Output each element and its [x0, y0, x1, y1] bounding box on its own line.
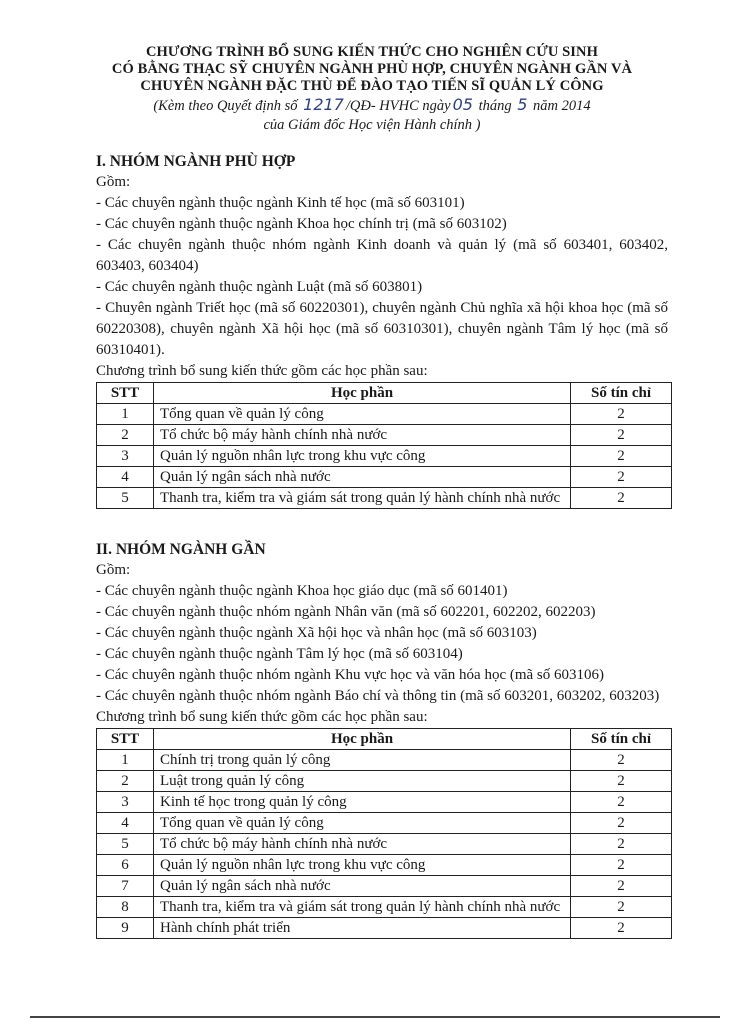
cell-name: Quản lý ngân sách nhà nước [154, 467, 571, 488]
cell-stt: 2 [97, 425, 154, 446]
list-item: - Các chuyên ngành thuộc ngành Khoa học chính trị (mã số 603102) [96, 216, 507, 232]
table-row [97, 918, 672, 939]
course-table [96, 382, 672, 509]
header-stt: STT [97, 383, 154, 404]
decision-prefix: (Kèm theo Quyết định số [153, 98, 298, 114]
cell-stt: 7 [97, 876, 154, 897]
section-gan [96, 540, 668, 939]
cell-credits: 2 [571, 425, 672, 446]
cell-credits: 2 [571, 467, 672, 488]
cell-name: Tổng quan về quản lý công [154, 813, 571, 834]
cell-name: Quản lý nguồn nhân lực trong khu vực công [154, 855, 571, 876]
cell-credits: 2 [571, 897, 672, 918]
section-intro: Chương trình bổ sung kiến thức gồm các học phần sau: [96, 709, 428, 725]
cell-name: Tổ chức bộ máy hành chính nhà nước [154, 834, 571, 855]
cell-name: Hành chính phát triển [154, 918, 571, 939]
title-line-1: CHƯƠNG TRÌNH BỔ SUNG KIẾN THỨC CHO NGHIÊN CỨU SINH [145, 44, 598, 60]
table-row [97, 425, 672, 446]
document-header [60, 44, 684, 135]
decision-line-2: của Giám đốc Học viện Hành chính ) [263, 117, 481, 133]
table-row [97, 404, 672, 425]
list-item: - Các chuyên ngành thuộc nhóm ngành Kinh doanh và quản lý (mã số 603401, 603402, 603403, 603404) [96, 237, 668, 274]
cell-stt: 4 [97, 467, 154, 488]
cell-credits: 2 [571, 488, 672, 509]
course-table [96, 728, 672, 939]
cell-stt: 1 [97, 750, 154, 771]
table-row [97, 467, 672, 488]
decision-year: năm 2014 [533, 98, 591, 114]
cell-stt: 8 [97, 897, 154, 918]
title-line-2: CÓ BẰNG THẠC SỸ CHUYÊN NGÀNH PHÙ HỢP, CHUYÊN NGÀNH GẦN VÀ [111, 61, 633, 77]
decision-month-label: tháng [478, 98, 512, 114]
cell-name: Chính trị trong quản lý công [154, 750, 571, 771]
cell-credits: 2 [571, 834, 672, 855]
cell-credits: 2 [571, 446, 672, 467]
list-item: - Các chuyên ngành thuộc ngành Khoa học giáo dục (mã số 601401) [96, 583, 508, 599]
cell-credits: 2 [571, 404, 672, 425]
section-heading: II. NHÓM NGÀNH GẦN [96, 541, 266, 558]
cell-name: Thanh tra, kiểm tra và giám sát trong quản lý hành chính nhà nước [154, 488, 571, 509]
list-item: - Các chuyên ngành thuộc nhóm ngành Khu vực học và văn hóa học (mã số 603106) [96, 667, 605, 683]
list-item: - Các chuyên ngành thuộc nhóm ngành Nhân văn (mã số 602201, 602202, 602203) [96, 604, 596, 620]
table-row [97, 446, 672, 467]
decision-mid: /QĐ- HVHC ngày [345, 98, 451, 114]
section-phu-hop [96, 152, 668, 509]
table-row [97, 750, 672, 771]
cell-name: Tổng quan về quản lý công [154, 404, 571, 425]
cell-credits: 2 [571, 750, 672, 771]
table-header-row [97, 729, 672, 750]
cell-name: Quản lý ngân sách nhà nước [154, 876, 571, 897]
decision-line [60, 95, 684, 116]
cell-stt: 6 [97, 855, 154, 876]
section-intro: Chương trình bổ sung kiến thức gồm các học phần sau: [96, 363, 428, 379]
cell-name: Tổ chức bộ máy hành chính nhà nước [154, 425, 571, 446]
table-row [97, 488, 672, 509]
title-line-3: CHUYÊN NGÀNH ĐẶC THÙ ĐỂ ĐÀO TẠO TIẾN SĨ QUẢN LÝ CÔNG [140, 78, 604, 94]
table-row [97, 876, 672, 897]
section-gom: Gồm: [96, 562, 131, 578]
cell-credits: 2 [571, 855, 672, 876]
cell-credits: 2 [571, 792, 672, 813]
list-item: - Các chuyên ngành thuộc nhóm ngành Báo chí và thông tin (mã số 603201, 603202, 603203) [96, 688, 660, 704]
decision-month: 5 [517, 95, 528, 114]
table-row [97, 834, 672, 855]
table-row [97, 813, 672, 834]
header-hoc-phan: Học phần [154, 729, 571, 750]
table-row [97, 897, 672, 918]
cell-stt: 2 [97, 771, 154, 792]
header-tin-chi: Số tín chỉ [571, 383, 672, 404]
cell-stt: 1 [97, 404, 154, 425]
cell-stt: 9 [97, 918, 154, 939]
header-hoc-phan: Học phần [154, 383, 571, 404]
cell-name: Kinh tế học trong quản lý công [154, 792, 571, 813]
list-item: - Các chuyên ngành thuộc ngành Luật (mã số 603801) [96, 279, 423, 295]
cell-stt: 3 [97, 792, 154, 813]
cell-stt: 5 [97, 488, 154, 509]
table-row [97, 771, 672, 792]
decision-number: 1217 [303, 95, 344, 114]
cell-stt: 4 [97, 813, 154, 834]
cell-stt: 5 [97, 834, 154, 855]
section-heading: I. NHÓM NGÀNH PHÙ HỢP [96, 153, 296, 170]
cell-credits: 2 [571, 771, 672, 792]
cell-credits: 2 [571, 876, 672, 897]
cell-name: Quản lý nguồn nhân lực trong khu vực công [154, 446, 571, 467]
cell-credits: 2 [571, 813, 672, 834]
header-tin-chi: Số tín chỉ [571, 729, 672, 750]
cell-stt: 3 [97, 446, 154, 467]
decision-day: 05 [452, 95, 473, 114]
list-item: - Các chuyên ngành thuộc ngành Kinh tế học (mã số 603101) [96, 195, 465, 211]
cell-name: Thanh tra, kiểm tra và giám sát trong quản lý hành chính nhà nước [154, 897, 571, 918]
table-header-row [97, 383, 672, 404]
cell-name: Luật trong quản lý công [154, 771, 571, 792]
cell-credits: 2 [571, 918, 672, 939]
table-row [97, 792, 672, 813]
list-item: - Chuyên ngành Triết học (mã số 60220301), chuyên ngành Chủ nghĩa xã hội khoa học (mã số 60220308), chuyên ngành Xã hội học (mã số 60310301), chuyên ngành Tâm lý học (mã số 60310401). [96, 300, 668, 358]
table-row [97, 855, 672, 876]
header-stt: STT [97, 729, 154, 750]
page-bottom-divider [30, 1016, 720, 1018]
list-item: - Các chuyên ngành thuộc ngành Tâm lý học (mã số 603104) [96, 646, 463, 662]
section-gom: Gồm: [96, 174, 131, 190]
list-item: - Các chuyên ngành thuộc ngành Xã hội học và nhân học (mã số 603103) [96, 625, 537, 641]
